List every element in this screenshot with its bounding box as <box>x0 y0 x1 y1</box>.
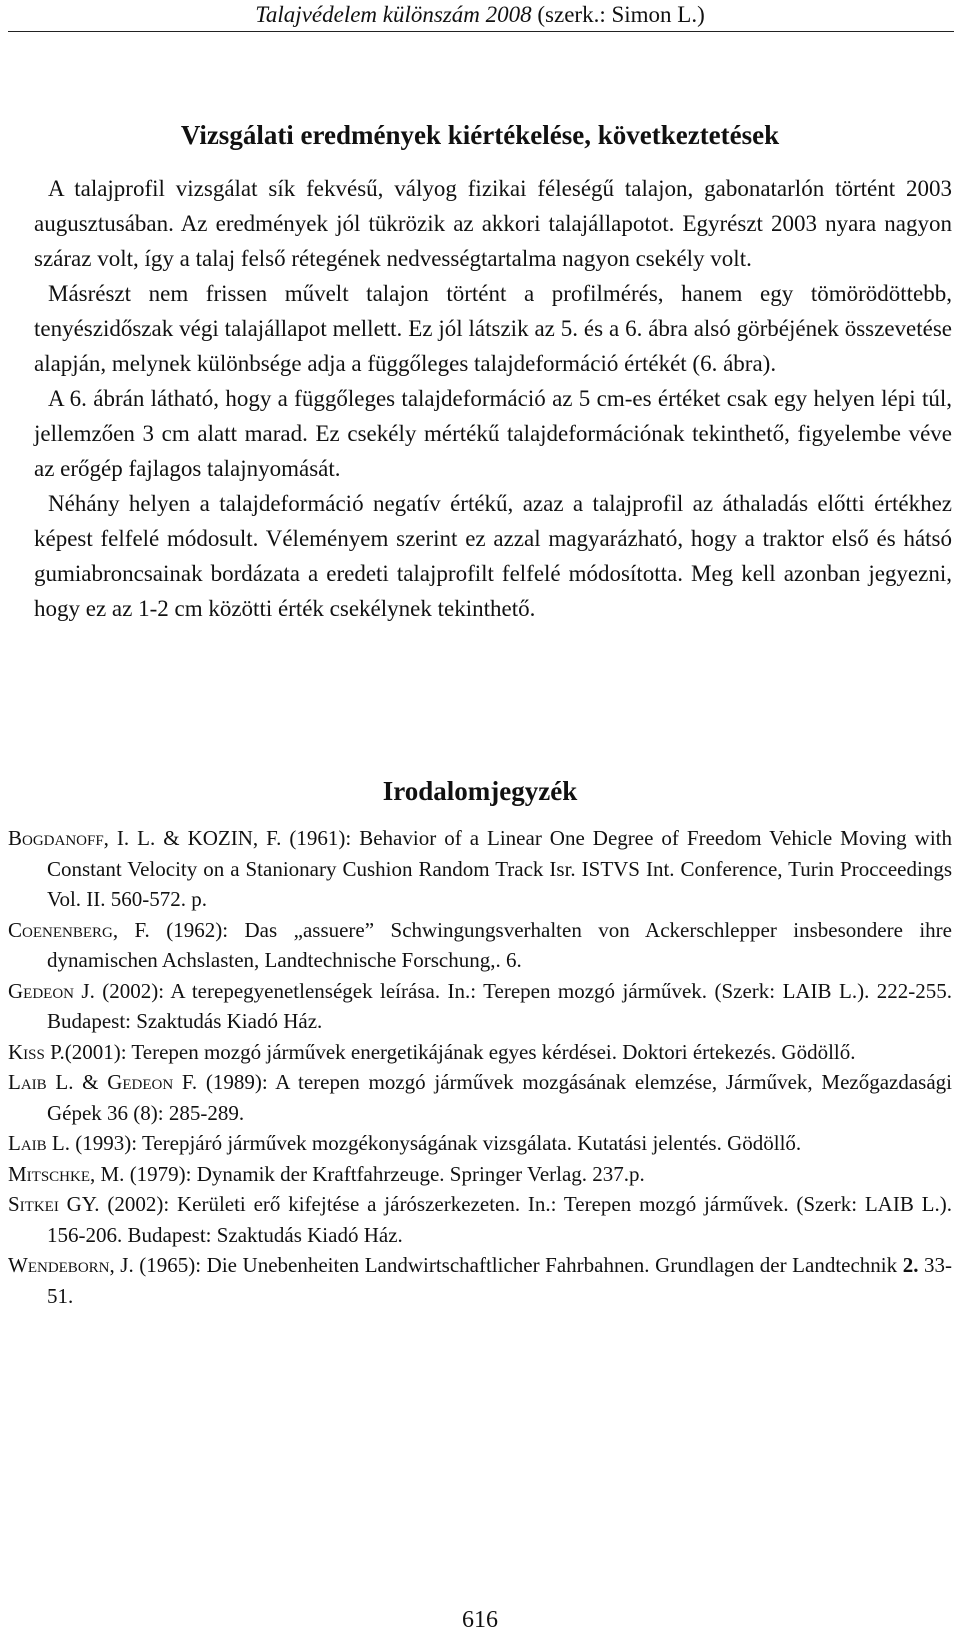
reference-item <box>8 1250 952 1311</box>
section-title: Vizsgálati eredmények kiértékelése, következtetések <box>180 120 780 150</box>
reference-author: Sitkei GY. <box>8 1192 100 1216</box>
references-list <box>8 823 952 1311</box>
body-text <box>34 171 952 626</box>
reference-text: (1962): Das „assuere” Schwingungsverhalten von Ackerschlepper insbesondere ihre dynamischen Achslasten, Landtechnische Forschung,. 6. <box>47 917 952 972</box>
reference-author: Laib L. <box>8 1131 70 1155</box>
paragraph: Másrészt nem frissen művelt talajon történt a profilmérés, hanem egy tömörödöttebb, tenyészidőszak végi talajállapot mellett. Ez jól látszik az 5. és a 6. ábra alsó görbéjének összevetése alapján, melynek különbsége adja a függőleges talajdeformáció értékét (6. ábra). <box>34 281 952 376</box>
reference-author: Mitschke, M. <box>8 1161 125 1186</box>
paragraph: Néhány helyen a talajdeformáció negatív értékű, azaz a talajprofil az áthaladás előtti értékhez képest felfelé módosult. Véleményem szerint ez azzal magyarázható, hogy a traktor első és hátsó gumiabroncsainak bordázata a eredeti talajprofilt felfelé módosította. Meg kell azonban jegyezni, hogy ez az 1-2 cm közötti érték csekélynek tekinthető. <box>34 491 952 621</box>
reference-item <box>8 1159 952 1190</box>
reference-author: Kiss P. <box>8 1039 65 1064</box>
header-divider <box>8 31 954 32</box>
reference-author: Coenenberg, F. <box>8 917 150 942</box>
reference-text: (1989): A terepen mozgó járművek mozgásának elemzése, Járművek, Mezőgazdasági Gépek 36 (8): 285-289. <box>47 1070 952 1125</box>
reference-pages: 33-51. <box>47 1253 952 1308</box>
reference-author: Bogdanoff, I. L. & KOZIN, F. <box>8 826 282 850</box>
reference-text: (1965): Die Unebenheiten Landwirtschaftlicher Fahrbahnen. Grundlagen der Landtechnik <box>133 1253 903 1277</box>
reference-text: (2002): Kerületi erő kifejtése a járószerkezeten. In.: Terepen mozgó járművek. (Szerk: LAIB L.). 156-206. Budapest: Szaktudás Kiadó Ház. <box>47 1192 952 1247</box>
reference-item <box>8 1189 952 1250</box>
paragraph: A 6. ábrán látható, hogy a függőleges talajdeformáció az 5 cm-es értéket csak egy helyen lépi túl, jellemzően 3 cm alatt marad. Ez csekély mértékű talajdeformációnak tekinthető, figyelembe véve az erőgép fajlagos talajnyomását. <box>34 386 952 481</box>
paragraph: A talajprofil vizsgálat sík fekvésű, vályog fizikai féleségű talajon, gabonatarlón történt 2003 augusztusában. Az eredmények jól tükrözik az akkori talajállapotot. Egyrészt 2003 nyara nagyon száraz volt, így a talaj felső rétegének nedvességtartalma nagyon csekély volt. <box>34 176 952 271</box>
reference-item <box>8 1067 952 1128</box>
reference-text: (1979): Dynamik der Kraftfahrzeuge. Springer Verlag. 237.p. <box>124 1161 645 1186</box>
reference-volume: 2. <box>902 1253 919 1277</box>
reference-item <box>8 823 952 915</box>
reference-text: (1961): Behavior of a Linear One Degree of Freedom Vehicle Moving with Constant Velocity on a Stanionary Cushion Random Track Isr. ISTVS Int. Conference, Turin Procceedings Vol. II. 560-572. p. <box>47 826 952 911</box>
reference-text: (2001): Terepen mozgó járművek energetikájának egyes kérdései. Doktori értekezés. Gödöllő. <box>64 1039 856 1064</box>
reference-text: (1993): Terepjáró járművek mozgékonyságának vizsgálata. Kutatási jelentés. Gödöllő. <box>70 1131 802 1155</box>
reference-text: (2002): A terepegyenetlenségek leírása. In.: Terepen mozgó járművek. (Szerk: LAIB L.). 222-255. Budapest: Szaktudás Kiadó Ház. <box>47 978 952 1033</box>
page-number: 616 <box>462 1607 498 1633</box>
editor-note: (szerk.: Simon L.) <box>537 2 705 27</box>
references-title: Irodalomjegyzék <box>382 776 578 806</box>
reference-item <box>8 1037 952 1068</box>
reference-author: Gedeon J. <box>8 978 95 1003</box>
reference-item <box>8 915 952 976</box>
running-header <box>0 0 960 30</box>
reference-item <box>8 976 952 1037</box>
reference-author: Wendeborn, J. <box>8 1253 134 1277</box>
reference-item <box>8 1128 952 1159</box>
reference-author: Laib L. & Gedeon F. <box>8 1070 198 1094</box>
journal-name: Talajvédelem különszám 2008 <box>255 2 532 27</box>
